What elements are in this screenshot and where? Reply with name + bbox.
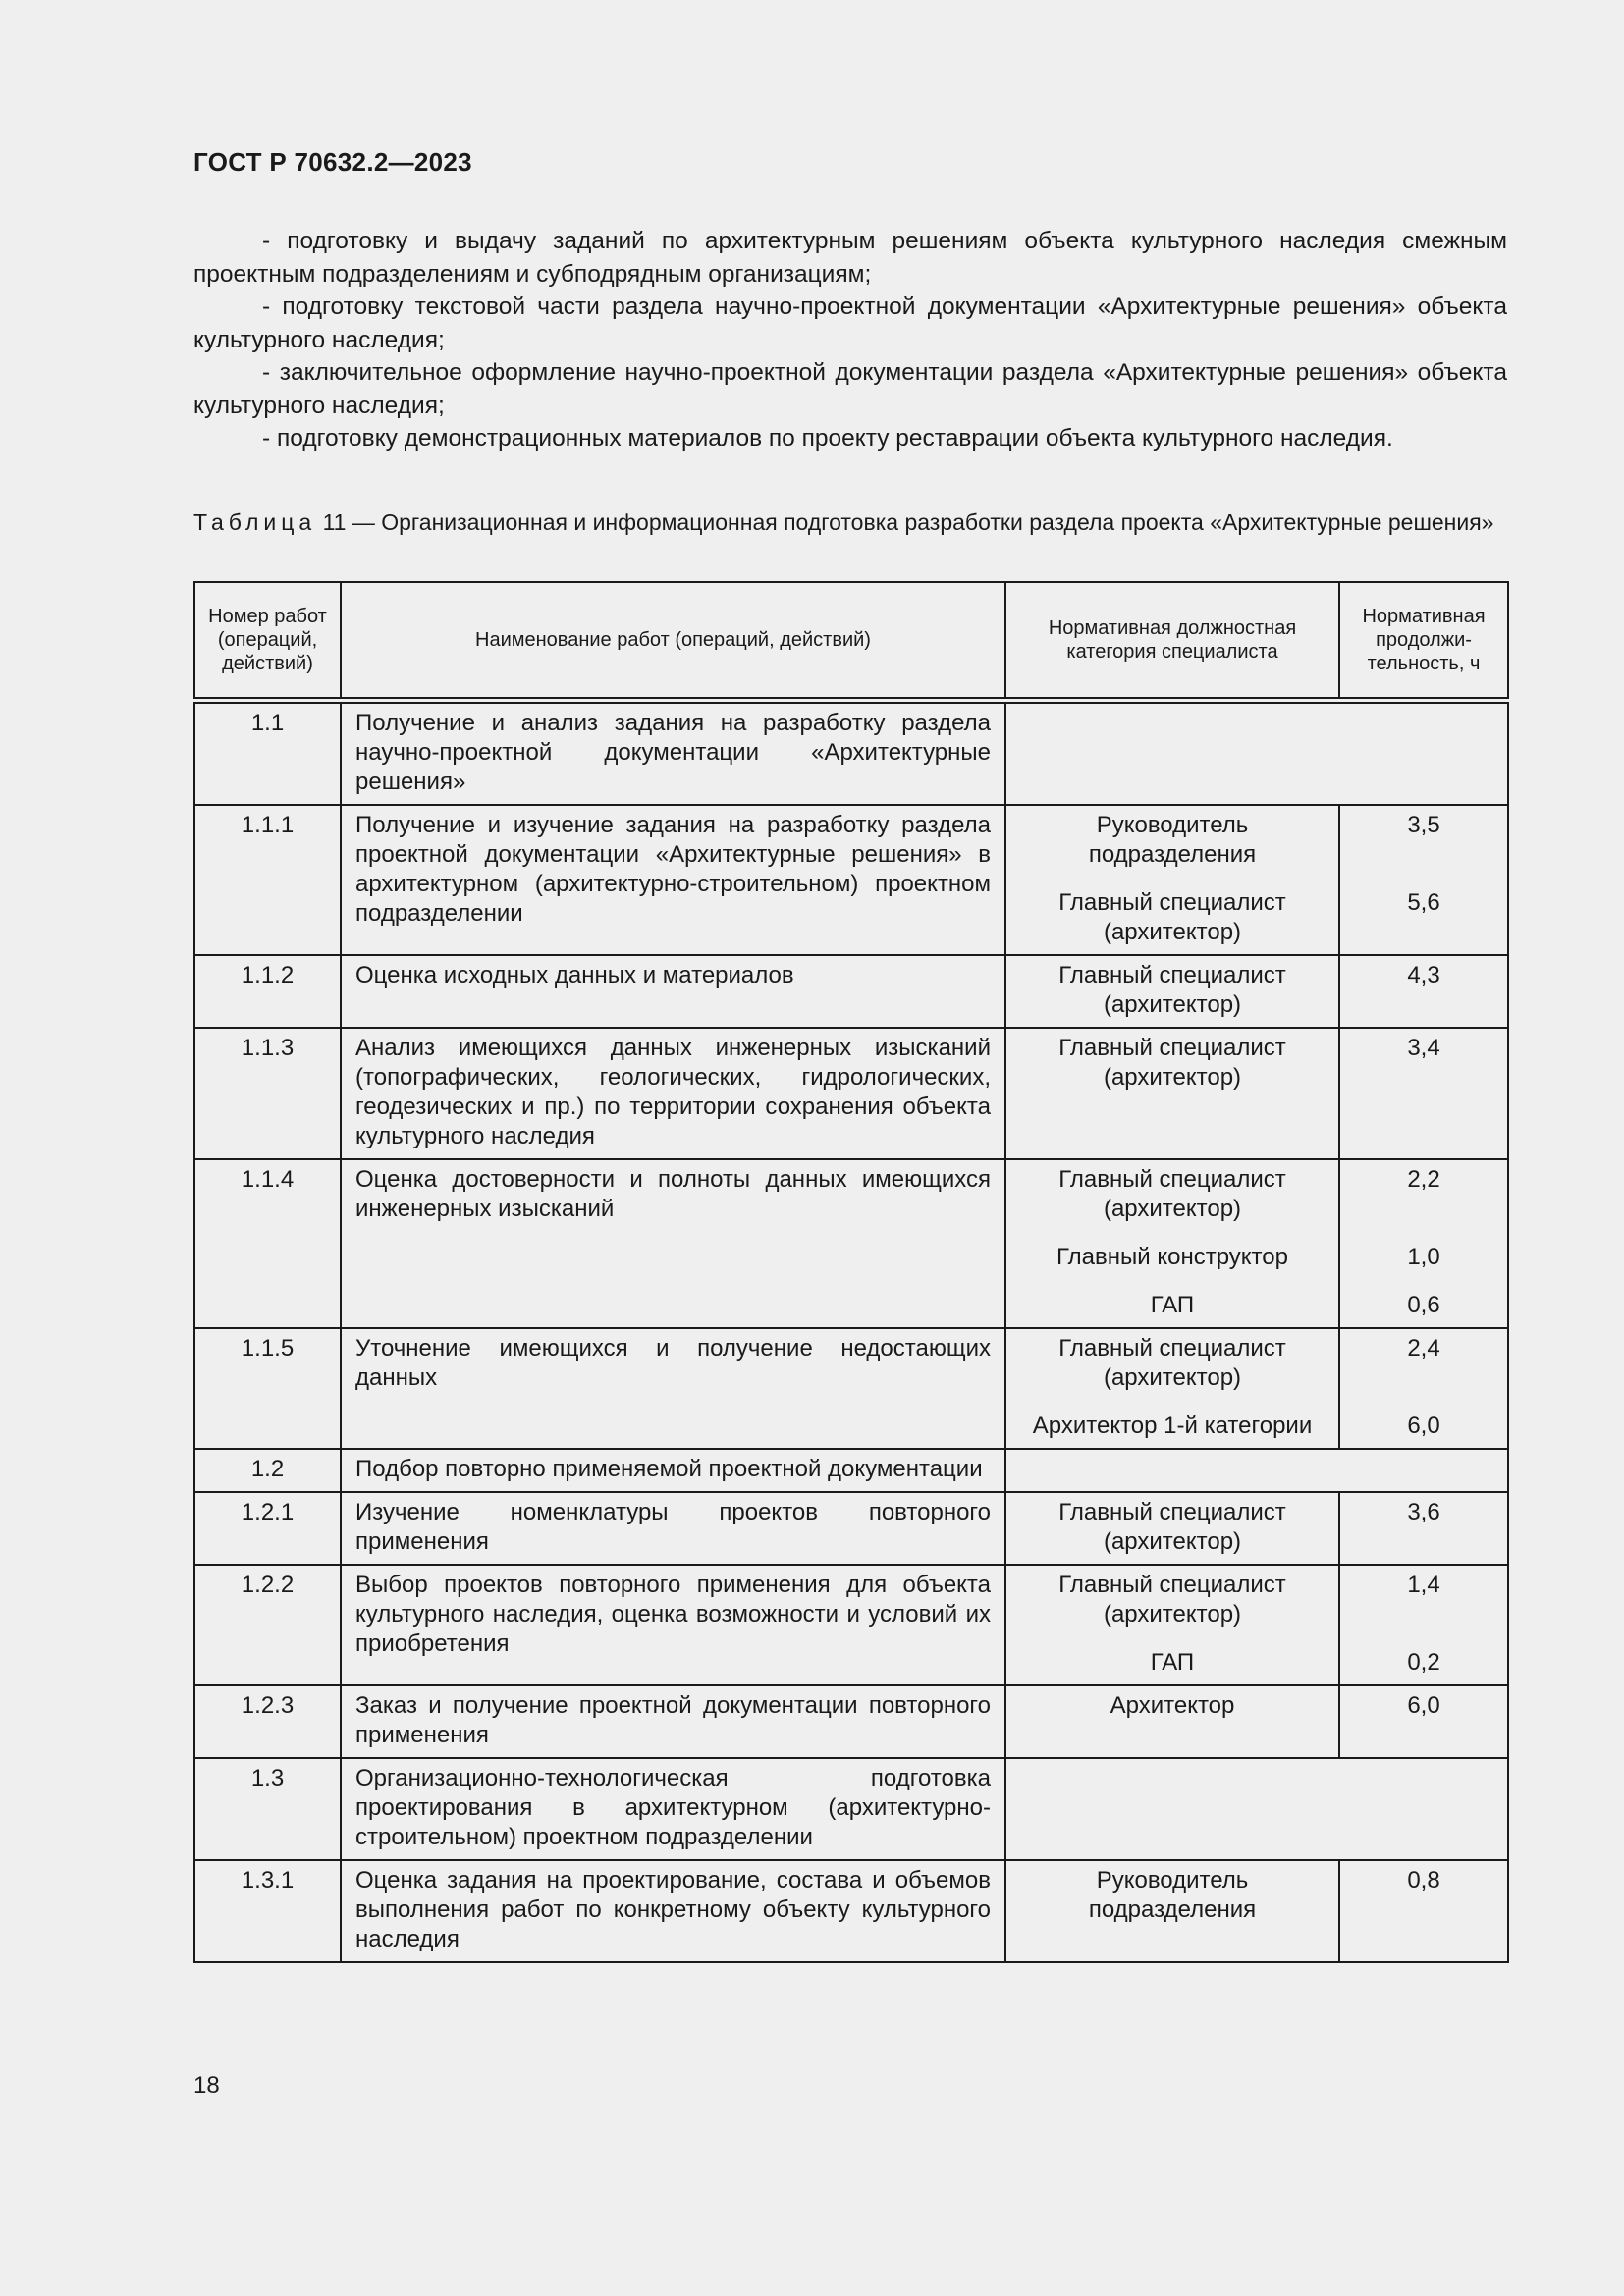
duration-value: 6,0 — [1407, 1692, 1440, 1719]
table-row — [194, 1159, 1508, 1328]
specialist-category: Архитектор 1-й категории — [1032, 1413, 1313, 1439]
specialist-category: Главный специалист (архитектор) — [1058, 962, 1286, 1018]
work-name: Анализ имеющихся данных инженерных изысканий (топографических, геологических, гидрологических, геодезических и пр.) по территории сохранения объекта культурного наследия — [341, 1028, 1005, 1159]
intro-item: - подготовку демонстрационных материалов по проекту реставрации объекта культурного наследия. — [262, 425, 1393, 452]
duration-cell — [1339, 805, 1508, 955]
specialist-category-cell — [1005, 1860, 1339, 1962]
work-number: 1.1.5 — [194, 1328, 341, 1449]
duration-value: 4,3 — [1407, 962, 1440, 988]
work-name: Подбор повторно применяемой проектной документации — [341, 1449, 1005, 1492]
work-number: 1.1.3 — [194, 1028, 341, 1159]
work-name: Уточнение имеющихся и получение недостающих данных — [341, 1328, 1005, 1449]
work-number: 1.2.2 — [194, 1565, 341, 1685]
duration-value: 0,2 — [1407, 1649, 1440, 1676]
table-row — [194, 1860, 1508, 1962]
merged-empty-cell — [1005, 1758, 1508, 1860]
duration-cell — [1339, 1565, 1508, 1685]
work-number: 1.1.4 — [194, 1159, 341, 1328]
duration-value: 6,0 — [1407, 1413, 1440, 1439]
duration-cell — [1339, 1159, 1508, 1328]
specialist-category: ГАП — [1150, 1649, 1195, 1676]
duration-value: 3,5 — [1407, 812, 1440, 838]
intro-list — [193, 225, 1507, 455]
duration-value: 0,6 — [1407, 1292, 1440, 1318]
header-category: Нормативная должностная категория специалиста — [1005, 582, 1339, 701]
specialist-category: Главный специалист (архитектор) — [1058, 1035, 1286, 1091]
duration-cell — [1339, 955, 1508, 1028]
page-number: 18 — [193, 2072, 220, 2099]
duration-cell — [1339, 1492, 1508, 1565]
specialist-category: Главный специалист (архитектор) — [1058, 1166, 1286, 1222]
intro-item: - заключительное оформление научно-проектной документации раздела «Архитектурные решения» объекта культурного наследия; — [193, 359, 1507, 419]
table-row — [194, 805, 1508, 955]
specialist-category-cell — [1005, 1159, 1339, 1328]
table-row — [194, 1449, 1508, 1492]
work-name: Выбор проектов повторного применения для объекта культурного наследия, оценка возможности и условий их приобретения — [341, 1565, 1005, 1685]
work-number: 1.2 — [194, 1449, 341, 1492]
specialist-category-cell — [1005, 1028, 1339, 1159]
merged-empty-cell — [1005, 1449, 1508, 1492]
work-number: 1.1.2 — [194, 955, 341, 1028]
work-name: Изучение номенклатуры проектов повторного применения — [341, 1492, 1005, 1565]
table-row — [194, 1685, 1508, 1758]
header-duration: Нормативная продолжи-тельность, ч — [1339, 582, 1508, 701]
specialist-category: Главный специалист (архитектор) — [1058, 1499, 1286, 1555]
specialist-category-cell — [1005, 955, 1339, 1028]
table-caption-text: 11 — Организационная и информационная подготовка разработки раздела проекта «Архитектурные решения» — [316, 509, 1494, 535]
specialist-category-cell — [1005, 1685, 1339, 1758]
table-header-row — [194, 582, 1508, 701]
table-row — [194, 1758, 1508, 1860]
specialist-category: ГАП — [1150, 1292, 1195, 1318]
table-caption — [193, 509, 1507, 535]
specialist-category: Главный специалист (архитектор) — [1058, 1572, 1286, 1628]
specialist-category: Руководитель подразделения — [1088, 1867, 1257, 1923]
duration-value: 1,0 — [1407, 1244, 1440, 1270]
work-number: 1.1.1 — [194, 805, 341, 955]
work-number: 1.3.1 — [194, 1860, 341, 1962]
duration-cell — [1339, 1685, 1508, 1758]
work-name: Оценка исходных данных и материалов — [341, 955, 1005, 1028]
duration-cell — [1339, 1028, 1508, 1159]
work-number: 1.2.3 — [194, 1685, 341, 1758]
intro-item: - подготовку текстовой части раздела научно-проектной документации «Архитектурные решения» объекта культурного наследия; — [193, 294, 1507, 353]
specialist-category-cell — [1005, 1492, 1339, 1565]
specialist-category: Руководитель подразделения — [1088, 812, 1257, 868]
work-name: Получение и изучение задания на разработку раздела проектной документации «Архитектурные решения» в архитектурном (архитектурно-строительном) проектном подразделении — [341, 805, 1005, 955]
specialist-category-cell — [1005, 1565, 1339, 1685]
table-row — [194, 1492, 1508, 1565]
table-row — [194, 955, 1508, 1028]
duration-value: 3,6 — [1407, 1499, 1440, 1525]
intro-item: - подготовку и выдачу заданий по архитектурным решениям объекта культурного наследия смежным проектным подразделениям и субподрядным организациям; — [193, 228, 1507, 288]
work-name: Оценка задания на проектирование, состава и объемов выполнения работ по конкретному объекту культурного наследия — [341, 1860, 1005, 1962]
specialist-category-cell — [1005, 805, 1339, 955]
table-row — [194, 1565, 1508, 1685]
work-number: 1.3 — [194, 1758, 341, 1860]
header-num: Номер работ (операций, действий) — [194, 582, 341, 701]
header-name: Наименование работ (операций, действий) — [341, 582, 1005, 701]
work-name: Заказ и получение проектной документации повторного применения — [341, 1685, 1005, 1758]
duration-cell — [1339, 1328, 1508, 1449]
duration-value: 2,4 — [1407, 1335, 1440, 1362]
document-header: ГОСТ Р 70632.2—2023 — [193, 147, 472, 177]
duration-value: 3,4 — [1407, 1035, 1440, 1061]
table-row — [194, 701, 1508, 806]
table-row — [194, 1328, 1508, 1449]
table-caption-label: Таблица — [193, 509, 317, 535]
duration-value: 1,4 — [1407, 1572, 1440, 1598]
table-row — [194, 1028, 1508, 1159]
work-norms-table — [193, 581, 1509, 1963]
specialist-category-cell — [1005, 1328, 1339, 1449]
work-name: Оценка достоверности и полноты данных имеющихся инженерных изысканий — [341, 1159, 1005, 1328]
specialist-category: Архитектор — [1110, 1692, 1235, 1719]
duration-value: 0,8 — [1407, 1867, 1440, 1894]
specialist-category: Главный специалист (архитектор) — [1058, 889, 1286, 945]
duration-cell — [1339, 1860, 1508, 1962]
specialist-category: Главный конструктор — [1056, 1244, 1288, 1270]
work-name: Организационно-технологическая подготовка проектирования в архитектурном (архитектурно-строительном) проектном подразделении — [341, 1758, 1005, 1860]
work-name: Получение и анализ задания на разработку раздела научно-проектной документации «Архитектурные решения» — [341, 701, 1005, 806]
specialist-category: Главный специалист (архитектор) — [1058, 1335, 1286, 1391]
duration-value: 2,2 — [1407, 1166, 1440, 1193]
work-number: 1.2.1 — [194, 1492, 341, 1565]
duration-value: 5,6 — [1407, 889, 1440, 916]
merged-empty-cell — [1005, 701, 1508, 806]
work-number: 1.1 — [194, 701, 341, 806]
table-body — [194, 701, 1508, 1963]
